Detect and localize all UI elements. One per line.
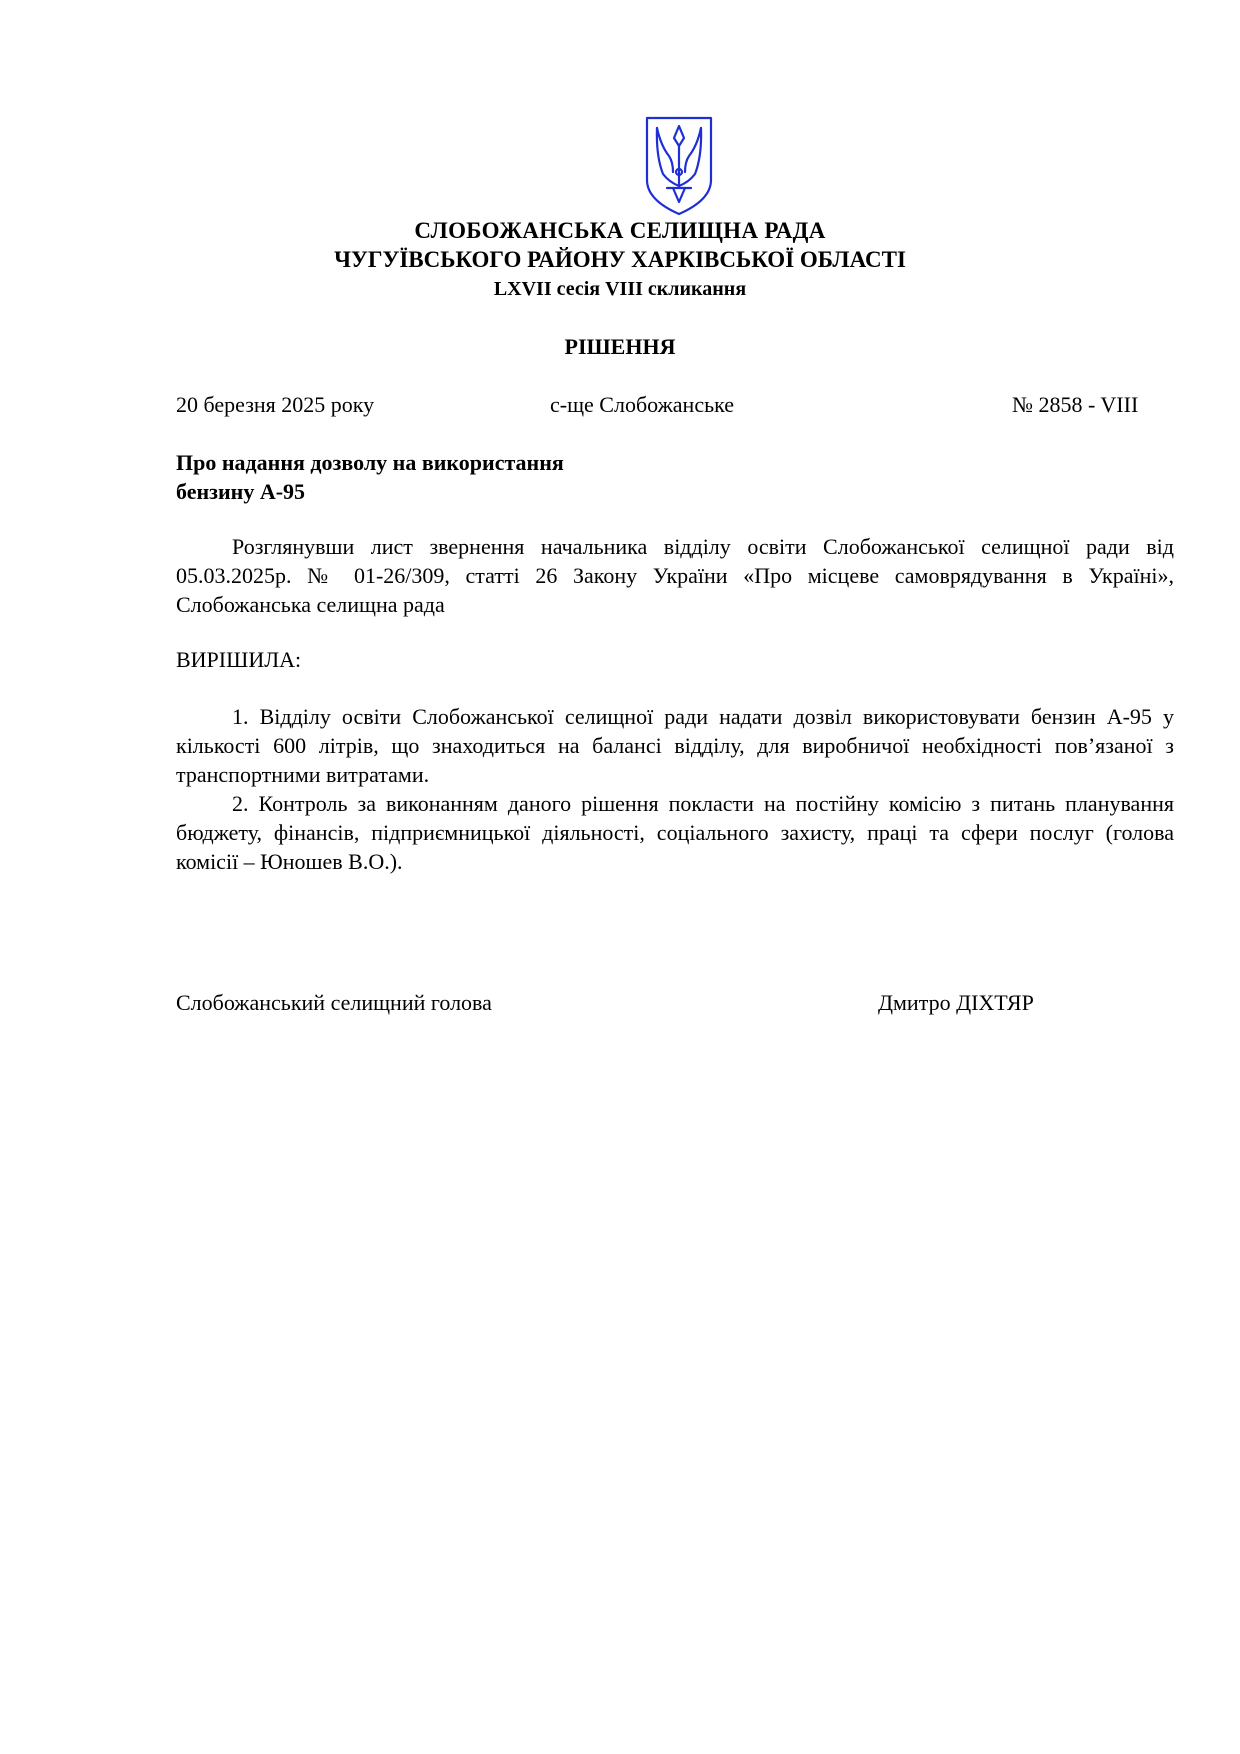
council-name: СЛОБОЖАНСЬКА СЕЛИЩНА РАДА xyxy=(414,218,826,243)
document-type: РІШЕННЯ xyxy=(564,334,676,359)
decision-date: 20 березня 2025 року xyxy=(176,392,375,417)
resolved-label: ВИРІШИЛА: xyxy=(176,647,302,672)
subject-line-2: бензину А-95 xyxy=(176,479,306,504)
signatory-role: Слобожанський селищний голова xyxy=(176,990,492,1015)
considering-paragraph: Розглянувши лист звернення начальника відділу освіти Слобожанської селищної ради від 05.03.2025р. № 01-26/309, статті 26 Закону України «Про місцеве самоврядування в Україні», Слобожанська селищна рада xyxy=(176,534,1174,617)
resolution-item-1: 1. Відділу освіти Слобожанської селищної ради надати дозвіл використовувати бензин А-95 у кількості 600 літрів, що знаходиться на балансі відділу, для виробничої необхідності пов’язаної з транспортними витратами. xyxy=(176,704,1174,787)
decision-place: с-ще Слобожанське xyxy=(550,392,735,417)
decision-subject xyxy=(176,448,564,506)
signatory-name: Дмитро ДІХТЯР xyxy=(878,990,1034,1015)
subject-line-1: Про надання дозволу на використання xyxy=(176,450,564,475)
district-name: ЧУГУЇВСЬКОГО РАЙОНУ ХАРКІВСЬКОЇ ОБЛАСТІ xyxy=(334,247,906,272)
resolution-item-2: 2. Контроль за виконанням даного рішення покласти на постійну комісію з питань планування бюджету, фінансів, підприємницької діяльності, соціального захисту, праці та сфери послуг (голова комісії – Юношев В.О.). xyxy=(176,791,1174,874)
decision-number: № 2858 - VIII xyxy=(1012,392,1139,417)
trident-icon xyxy=(643,116,715,216)
session-info: LXVII сесія VIII скликання xyxy=(493,278,747,300)
